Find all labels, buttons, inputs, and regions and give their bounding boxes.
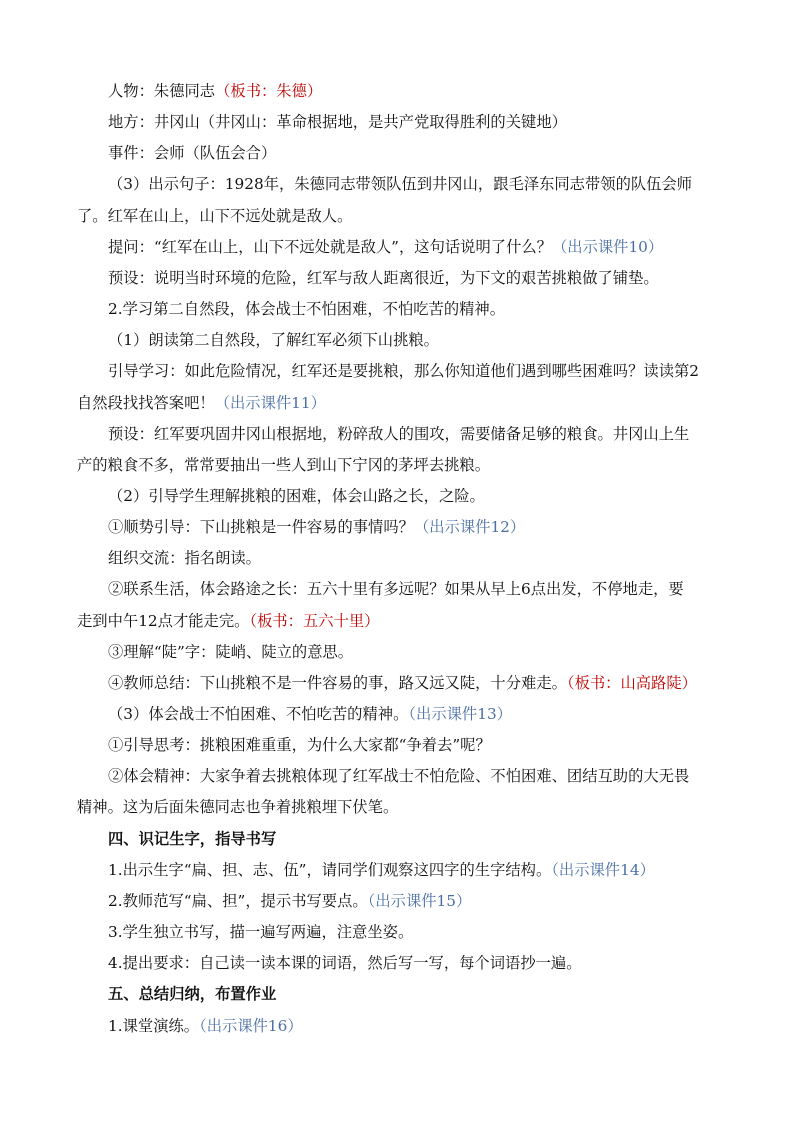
line-text: ②体会精神：大家争着去挑粮体现了红军战士不怕危险、不怕困难、团结互助的大无畏 [108, 767, 690, 786]
section-heading [108, 827, 276, 851]
blackboard-note: （板书：五六十里） [249, 611, 380, 630]
line-text: （2）引导学生理解挑粮的困难，体会山路之长，之险。 [108, 486, 485, 505]
line-text: （3）出示句子：1928年，朱德同志带领队伍到井冈山，跟毛泽东同志带领的队伍会师 [108, 175, 693, 194]
slide-reference: （出示课件10） [551, 237, 664, 256]
line-text: 自然段找找答案吧！ [77, 393, 215, 412]
text-line [108, 235, 663, 259]
line-text: 事件：会师（队伍会合） [108, 144, 277, 163]
text-line [108, 920, 413, 944]
blackboard-note: （板书：山高路陡） [566, 673, 697, 692]
text-line [77, 453, 490, 477]
line-text: （3）体会战士不怕困难、不怕吃苦的精神。 [108, 705, 409, 723]
text-line [108, 858, 655, 882]
text-line [108, 733, 491, 757]
line-text: ①顺势引导：下山挑粮是一件容易的事情吗？ [108, 518, 414, 537]
line-text: 地方：井冈山（井冈山：革命根据地，是共产党取得胜利的关键地） [108, 113, 567, 132]
line-text: 人物：朱德同志 [108, 82, 216, 100]
text-line [108, 266, 659, 290]
line-text: 预设：红军要巩固井冈山根据地，粉碎敌人的围攻，需要储备足够的粮食。井冈山上生 [108, 424, 690, 443]
line-text: 精神。这为后面朱德同志也争着挑粮埋下伏笔。 [77, 798, 399, 817]
line-text: 引导学习：如此危险情况，红军还是要挑粮，那么你知道他们遇到哪些困难吗？读读第2 [108, 362, 700, 381]
section-heading [108, 982, 276, 1006]
line-text: 提问：“红军在山上，山下不远处就是敌人”，这句话说明了什么？ [108, 237, 552, 256]
text-line [108, 1014, 303, 1038]
text-line [108, 764, 689, 788]
line-text: ③理解“陡”字：陡峭、陡立的意思。 [108, 642, 354, 661]
text-line [108, 671, 697, 695]
text-line [108, 328, 439, 352]
text-line [108, 79, 322, 103]
text-line [108, 172, 692, 196]
text-line [77, 609, 379, 633]
line-text: 产的粮食不多，常常要抽出一些人到山下宁冈的茅坪去挑粮。 [77, 455, 491, 474]
line-text: ①引导思考：挑粮困难重重，为什么大家都“争着去”呢？ [108, 736, 491, 755]
line-text: 4.提出要求：自己读一读本课的词语，然后写一写，每个词语抄一遍。 [108, 954, 582, 973]
line-text: 组织交流：指名朗读。 [108, 549, 261, 568]
slide-reference: （出示课件15） [367, 891, 472, 910]
slide-reference: （出示课件14） [551, 860, 655, 879]
text-line [108, 141, 276, 165]
line-text: 1.出示生字“扁、担、志、伍”，请同学们观察这四字的生字结构。 [108, 860, 552, 879]
text-line [77, 795, 398, 819]
line-text: 了。红军在山上，山下不远处就是敌人。 [77, 206, 353, 225]
line-text: 2.教师范写“扁、担”，提示书写要点。 [108, 891, 368, 910]
slide-reference: （出示课件13） [408, 705, 512, 723]
blackboard-note: （板书：朱德） [215, 82, 323, 100]
line-text: 2.学习第二自然段，体会战士不怕困难，不怕吃苦的精神。 [108, 300, 506, 319]
text-line [108, 640, 353, 664]
text-line [108, 546, 261, 570]
line-text: ④教师总结：下山挑粮不是一件容易的事，路又远又陡，十分难走。 [108, 673, 567, 692]
line-text: 四、识记生字，指导书写 [108, 829, 277, 848]
text-line [108, 110, 567, 134]
line-text: 走到中午12点才能走完。 [77, 611, 250, 630]
line-text: （1）朗读第二自然段，了解红军必须下山挑粮。 [108, 331, 439, 350]
slide-reference: （出示课件12） [413, 518, 526, 537]
text-line [77, 391, 326, 415]
text-line [108, 889, 471, 913]
text-line [108, 577, 684, 601]
text-line [108, 297, 505, 321]
line-text: ②联系生活，体会路途之长：五六十里有多远呢？如果从早上6点出发，不停地走，要 [108, 580, 684, 599]
text-line [77, 204, 352, 228]
text-line [108, 951, 582, 975]
text-line [108, 515, 525, 539]
slide-reference: （出示课件16） [199, 1016, 303, 1035]
line-text: 预设：说明当时环境的危险，红军与敌人距离很近，为下文的艰苦挑粮做了铺垫。 [108, 268, 659, 287]
line-text: 3.学生独立书写，描一遍写两遍，注意坐姿。 [108, 923, 414, 942]
text-line [108, 702, 512, 726]
line-text: 五、总结归纳，布置作业 [108, 985, 277, 1004]
text-line [108, 484, 485, 508]
text-line [108, 422, 689, 446]
slide-reference: （出示课件11） [214, 393, 326, 412]
line-text: 1.课堂演练。 [108, 1016, 200, 1035]
text-line [108, 359, 699, 383]
